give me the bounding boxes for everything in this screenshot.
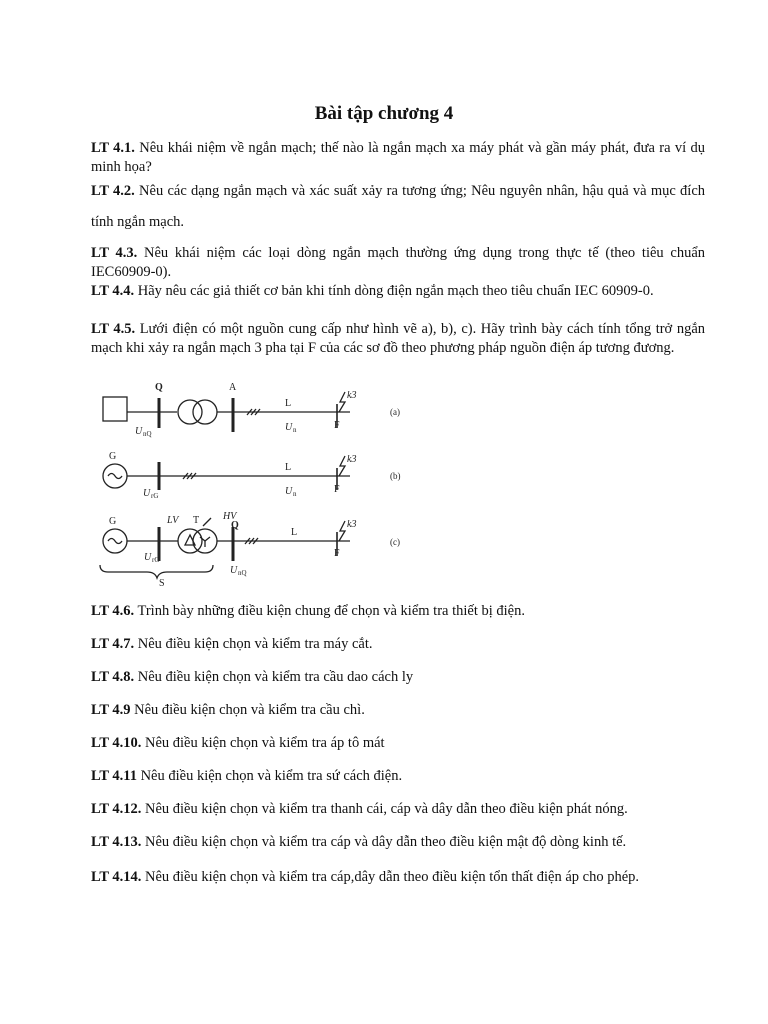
fault-label-a: k3 (347, 390, 357, 401)
line-label-a: L (285, 398, 292, 409)
brace-s (100, 565, 213, 578)
question-text: Nêu điều kiện chọn và kiểm tra sứ cách điện. (140, 768, 403, 784)
voltage-nq-sub-c: nQ (238, 569, 247, 577)
question-text: Nêu điều kiện chọn và kiểm tra áp tô mát (145, 735, 385, 751)
diagram-label-b: (b) (390, 471, 401, 481)
voltage-nq-c: U (230, 565, 238, 576)
question-text: Lưới điện có một nguồn cung cấp như hình vẽ a), b), c). Hãy trình bày cách tính tổng trở ngắn mạch khi xảy ra ngắn mạch 3 pha tại F của các sơ đồ theo phương pháp nguồn điện áp tương đương. (91, 321, 705, 356)
question-4-11 (91, 767, 705, 786)
voltage-n-sub-a: n (293, 426, 297, 434)
transformer-winding-1 (178, 400, 202, 424)
transformer-winding-2 (193, 400, 217, 424)
question-4-2 (91, 176, 705, 238)
hv-label: HV (223, 511, 237, 522)
question-4-12 (91, 800, 705, 819)
fault-arrow-c (339, 521, 345, 541)
question-4-1 (91, 139, 705, 177)
voltage-n-b: U (285, 486, 293, 497)
question-4-14 (91, 862, 705, 893)
question-4-7 (91, 635, 705, 654)
network-feeder-symbol (103, 397, 127, 421)
transformer-label: T (193, 515, 200, 526)
voltage-nq-sub-a: nQ (143, 430, 152, 438)
voltage-rg-b: U (143, 488, 151, 499)
question-id: LT 4.8. (91, 669, 135, 685)
fault-label-c: k3 (347, 519, 357, 530)
question-text: Trình bày những điều kiện chung để chọn và kiểm tra thiết bị điện. (137, 603, 525, 619)
question-text: Nêu khái niệm về ngắn mạch; thế nào là ngắn mạch xa máy phát và gần máy phát, đưa ra ví dụ minh họa? (91, 140, 706, 175)
question-id: LT 4.12. (91, 801, 142, 817)
lv-label: LV (167, 515, 179, 526)
gen-label-b: G (109, 451, 117, 462)
question-4-8 (91, 668, 705, 687)
question-4-13 (91, 833, 705, 852)
fault-label-b: k3 (347, 454, 357, 465)
question-4-3 (91, 244, 705, 282)
page-title: Bài tập chương 4 (314, 103, 454, 124)
single-line-diagrams (95, 380, 415, 590)
question-text: Nêu điều kiện chọn và kiểm tra cầu chì. (134, 702, 365, 718)
bus-q-label-c: Q (231, 520, 239, 531)
bus-q-label-a: Q (155, 382, 163, 393)
question-4-6 (91, 602, 705, 621)
question-text: Nêu khái niệm các loại dòng ngắn mạch thường ứng dụng trong thực tế (theo tiêu chuẩn IEC60909-0). (91, 245, 706, 280)
bus-a-label: A (229, 382, 237, 393)
voltage-nq-a: U (135, 426, 143, 437)
question-text: Nêu điều kiện chọn và kiểm tra máy cắt. (137, 636, 373, 652)
fault-point-c: F (334, 548, 340, 559)
question-text: Hãy nêu các giả thiết cơ bản khi tính dòng điện ngắn mạch theo tiêu chuẩn IEC 60909-0. (137, 283, 654, 299)
question-id: LT 4.13. (91, 834, 142, 850)
question-id: LT 4.11 (91, 768, 137, 784)
question-id: LT 4.7. (91, 636, 135, 652)
voltage-n-a: U (285, 422, 293, 433)
fault-point-a: F (334, 420, 340, 431)
question-text: Nêu điều kiện chọn và kiểm tra cáp và dây dẫn theo điều kiện mật độ dòng kinh tế. (145, 834, 627, 850)
question-id: LT 4.2. (91, 183, 135, 199)
fault-arrow-b (339, 456, 345, 476)
diagram-label-a: (a) (390, 407, 400, 417)
line-label-c: L (291, 527, 298, 538)
question-4-4 (91, 282, 705, 301)
transformer-lv-winding (178, 529, 202, 553)
question-id: LT 4.6. (91, 603, 135, 619)
question-text: Nêu điều kiện chọn và kiểm tra thanh cái, cáp và dây dẫn theo điều kiện phát nóng. (145, 801, 628, 817)
voltage-rg-c: U (144, 552, 152, 563)
question-id: LT 4.4. (91, 283, 135, 299)
fault-arrow-a (339, 392, 345, 412)
question-text: Nêu điều kiện chọn và kiểm tra cầu dao cách ly (137, 669, 414, 685)
question-id: LT 4.1. (91, 140, 135, 156)
gen-label-c: G (109, 516, 117, 527)
question-id: LT 4.3. (91, 245, 138, 261)
question-4-9 (91, 701, 705, 720)
question-text: Nêu điều kiện chọn và kiểm tra cáp,dây dẫn theo điều kiện tổn thất điện áp cho phép. (145, 869, 640, 885)
voltage-n-sub-b: n (293, 490, 297, 498)
question-id: LT 4.14. (91, 869, 142, 885)
voltage-rg-sub-b: rG (151, 492, 159, 500)
fault-point-b: F (334, 484, 340, 495)
question-4-5 (91, 320, 705, 358)
diagram-label-c: (c) (390, 537, 400, 547)
question-id: LT 4.10. (91, 735, 142, 751)
question-4-10 (91, 734, 705, 753)
question-text: Nêu các dạng ngắn mạch và xác suất xảy ra tương ứng; Nêu nguyên nhân, hậu quả và mục đích tính ngắn mạch. (91, 183, 706, 230)
line-label-b: L (285, 462, 292, 473)
question-id: LT 4.9 (91, 702, 131, 718)
group-label-s: S (159, 578, 165, 589)
voltage-rg-sub-c: rG (152, 556, 160, 564)
question-id: LT 4.5. (91, 321, 136, 337)
